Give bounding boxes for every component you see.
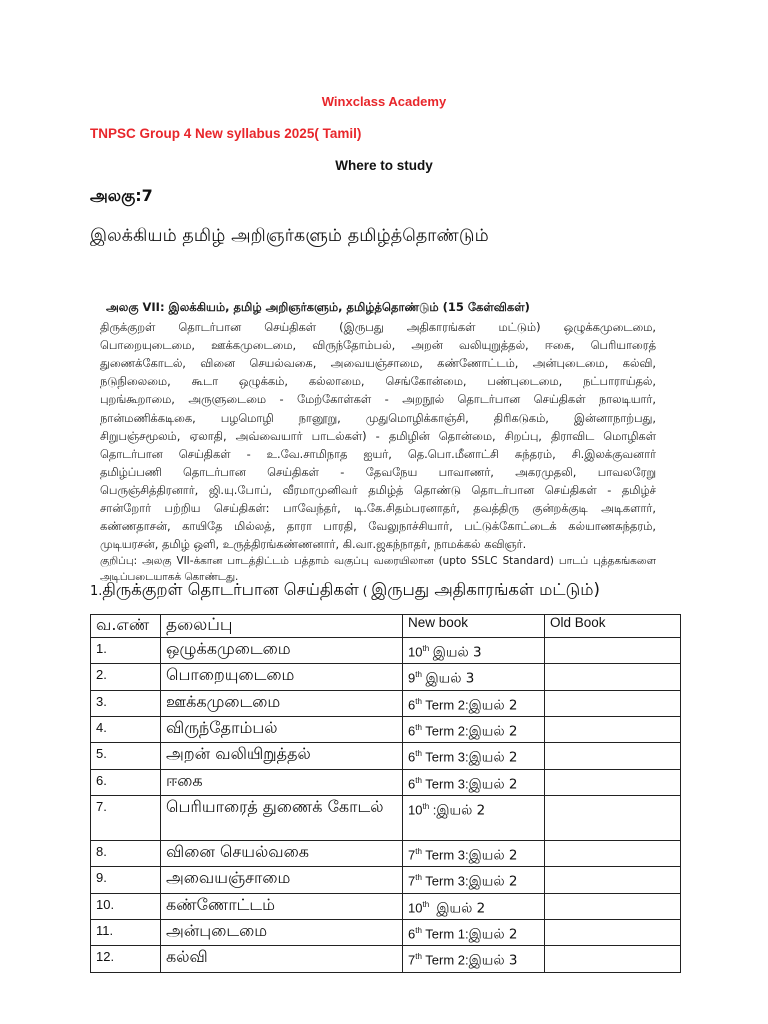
row-old-book-ref: [545, 795, 681, 840]
row-topic: பெரியாரைத் துணைக் கோடல்: [161, 795, 403, 840]
scan-line: புறங்கூறாமை, அருளுடைமை - மேற்கோள்கள் - அறநூல் தொடர்பான செய்திகள் நாலடியார்,: [100, 392, 656, 407]
table-row: [91, 795, 681, 840]
lesson-label: இயல் 2: [436, 899, 486, 916]
scan-body: [100, 318, 656, 553]
row-topic: ஈகை: [161, 769, 403, 795]
table-row: [91, 867, 681, 893]
row-topic: அவையஞ்சாமை: [161, 867, 403, 893]
table-row: [91, 893, 681, 919]
scan-note-continued: அடிப்படையாகக் கொண்டது.: [100, 571, 239, 584]
ordinal-suffix: th: [422, 801, 430, 811]
ordinal-suffix: th: [415, 722, 422, 732]
row-old-book-ref: [545, 893, 681, 919]
row-serial-number: 3.: [91, 690, 161, 716]
row-serial-number: 7.: [91, 795, 161, 840]
scan-line: தமிழ்ப்பணி தொடர்பான செய்திகள் - தேவநேய பாவாணர், அகரமுதலி, பாவலரேறு: [100, 464, 656, 479]
row-serial-number: 11.: [91, 919, 161, 945]
lesson-label: இயல் 2: [436, 802, 486, 819]
ordinal-suffix: th: [415, 775, 422, 785]
row-new-book-ref: [403, 743, 545, 769]
grade-number: 7: [408, 847, 416, 863]
row-serial-number: 10.: [91, 893, 161, 919]
row-new-book-ref: [403, 664, 545, 690]
ordinal-suffix: th: [415, 749, 422, 759]
grade-number: 10: [408, 802, 423, 818]
ordinal-suffix: th: [422, 899, 430, 909]
row-serial-number: 4.: [91, 716, 161, 742]
where-to-study-heading: Where to study: [335, 158, 433, 173]
row-new-book-ref: [403, 867, 545, 893]
term-label: Term 2:: [421, 723, 469, 739]
row-new-book-ref: [403, 893, 545, 919]
row-old-book-ref: [545, 867, 681, 893]
grade-number: 10: [408, 899, 423, 915]
row-topic: கல்வி: [161, 946, 403, 972]
row-serial-number: 12.: [91, 946, 161, 972]
table-row: [91, 769, 681, 795]
row-new-book-ref: [403, 638, 545, 664]
scan-line: துணைக்கோடல், வினை செயல்வகை, அவையஞ்சாமை, கண்ணோட்டம், அன்புடைமை, கல்வி,: [100, 356, 656, 371]
row-serial-number: 5.: [91, 743, 161, 769]
table-row: [91, 690, 681, 716]
row-old-book-ref: [545, 690, 681, 716]
term-label: Term 3:: [421, 847, 469, 863]
row-topic: கண்ணோட்டம்: [161, 893, 403, 919]
scan-line: தொடர்பான செய்திகள் - உ.வே.சாமிநாத ஐயர், தெ.பொ.மீனாட்சி சுந்தரம், சி.இலக்குவனார்: [100, 446, 656, 461]
row-serial-number: 2.: [91, 664, 161, 690]
table-row: [91, 664, 681, 690]
scan-heading: அலகு VII: இலக்கியம், தமிழ் அறிஞர்களும், தமிழ்த்தொண்டும் (15 கேள்விகள்): [106, 300, 530, 314]
scan-line: பெருஞ்சித்திரனார், ஜி.யு.போப், வீரமாமுனிவர் தமிழ்த் தொண்டு தொடர்பான செய்திகள் - தமிழ்ச்: [100, 482, 656, 497]
grade-number: 6: [408, 749, 416, 765]
lesson-label: இயல் 2: [468, 749, 518, 766]
scan-line: சிறுபஞ்சமூலம், ஏலாதி, அவ்வையார் பாடல்கள்) - தமிழின் தொன்மை, சிறப்பு, திராவிட மொழிகள்: [100, 428, 656, 443]
row-topic: ஒழுக்கமுடைமை: [161, 638, 403, 664]
row-old-book-ref: [545, 946, 681, 972]
row-old-book-ref: [545, 769, 681, 795]
row-new-book-ref: [403, 716, 545, 742]
row-new-book-ref: [403, 946, 545, 972]
scan-line: முடியரசன், தமிழ் ஒளி, உருத்திரங்கண்ணனார், கி.வா.ஜகந்நாதர், நாமக்கல் கவிஞர்.: [100, 537, 527, 552]
scan-line: திருக்குறள் தொடர்பான செய்திகள் (இருபது அதிகாரங்கள் மட்டும்) ஒழுக்கமுடைமை,: [100, 320, 656, 335]
row-old-book-ref: [545, 664, 681, 690]
lesson-label: இயல் 2: [468, 696, 518, 713]
row-old-book-ref: [545, 919, 681, 945]
row-serial-number: 1.: [91, 638, 161, 664]
row-topic: அன்புடைமை: [161, 919, 403, 945]
row-new-book-ref: [403, 795, 545, 840]
header-old-book: Old Book: [545, 615, 681, 638]
grade-number: 6: [408, 723, 416, 739]
lesson-label: இயல் 3: [468, 952, 518, 969]
section-paren-open: (: [358, 584, 372, 598]
section-subtitle: இருபது அதிகாரங்கள் மட்டும்: [371, 580, 594, 599]
academy-title: Winxclass Academy: [321, 94, 447, 109]
ordinal-suffix: th: [422, 644, 430, 653]
table-row: [91, 638, 681, 664]
ordinal-suffix: th: [415, 873, 422, 883]
syllabus-title: TNPSC Group 4 New syllabus 2025( Tamil): [90, 126, 362, 141]
ordinal-suffix: th: [415, 846, 422, 856]
table-row: [91, 716, 681, 742]
scan-line: சான்றோர் பற்றிய செய்திகள்: பாவேந்தர், டி.கே.சிதம்பரனாதர், தவத்திரு குன்றக்குடி அடிகளார்,: [100, 501, 656, 516]
grade-number: 6: [408, 775, 416, 791]
scan-line: கண்ணதாசன், காயிதே மில்லத், தாரா பாரதி, வேலுநாச்சியார், பட்டுக்கோட்டைக் கல்யாணசுந்தரம்,: [100, 519, 656, 534]
ordinal-suffix: th: [415, 925, 422, 935]
header-new-book: New book: [403, 615, 545, 638]
lesson-label: இயல் 3: [432, 644, 482, 661]
table-row: [91, 840, 681, 866]
scan-line: நான்மணிக்கடிகை, பழமொழி நானூறு, முதுமொழிக்காஞ்சி, திரிகடுகம், இன்னாநாற்பது,: [100, 410, 656, 425]
row-serial-number: 9.: [91, 867, 161, 893]
term-label: Term 3:: [421, 775, 469, 791]
term-label: Term 3:: [421, 873, 469, 889]
term-label: :: [429, 802, 437, 818]
grade-number: 10: [408, 644, 423, 660]
grade-number: 7: [408, 952, 416, 968]
row-topic: ஊக்கமுடைமை: [161, 690, 403, 716]
term-label: Term 3:: [421, 749, 469, 765]
row-serial-number: 6.: [91, 769, 161, 795]
grade-number: 9: [408, 670, 416, 686]
table-row: [91, 743, 681, 769]
unit-title: இலக்கியம் தமிழ் அறிஞர்களும் தமிழ்த்தொண்டும்: [90, 226, 489, 246]
grade-number: 6: [408, 696, 416, 712]
lesson-label: இயல் 2: [468, 926, 518, 943]
grade-number: 6: [408, 926, 416, 942]
unit-label: அலகு:7: [90, 186, 153, 205]
row-old-book-ref: [545, 743, 681, 769]
section-number: 1.: [90, 584, 103, 599]
row-new-book-ref: [403, 769, 545, 795]
lesson-label: இயல் 2: [468, 775, 518, 792]
row-topic: வினை செயல்வகை: [161, 840, 403, 866]
ordinal-suffix: th: [415, 696, 422, 706]
scan-line: பொறையுடைமை, ஊக்கமுடைமை, விருந்தோம்பல், அறன் வலியுறுத்தல், ஈகை, பெரியாரைத்: [100, 338, 656, 353]
lesson-label: இயல் 2: [468, 873, 518, 890]
header-topic: தலைப்பு: [161, 615, 403, 638]
term-label: Term 1:: [421, 926, 469, 942]
row-new-book-ref: [403, 840, 545, 866]
table-row: [91, 946, 681, 972]
row-new-book-ref: [403, 690, 545, 716]
scan-note: குறிப்பு: அலகு VII-க்கான பாடத்திட்டம் பத்தாம் வகுப்பு வரையிலான (upto SSLC Standard) பாடப் புத்தகங்களை: [100, 555, 656, 568]
lesson-label: இயல் 2: [468, 723, 518, 740]
term-label: Term 2:: [421, 952, 469, 968]
row-old-book-ref: [545, 840, 681, 866]
row-old-book-ref: [545, 638, 681, 664]
study-reference-table: [90, 614, 681, 973]
ordinal-suffix: th: [415, 670, 422, 680]
grade-number: 7: [408, 873, 416, 889]
ordinal-suffix: th: [415, 952, 422, 962]
row-serial-number: 8.: [91, 840, 161, 866]
section-heading: [90, 580, 600, 602]
header-serial-number: வ.எண்: [91, 615, 161, 638]
row-topic: பொறையுடைமை: [161, 664, 403, 690]
table-header-row: [91, 615, 681, 638]
row-topic: விருந்தோம்பல்: [161, 716, 403, 742]
row-new-book-ref: [403, 919, 545, 945]
lesson-label: இயல் 3: [425, 670, 475, 687]
lesson-label: இயல் 2: [468, 847, 518, 864]
section-title: திருக்குறள் தொடர்பான செய்திகள்: [102, 580, 359, 599]
row-topic: அறன் வலியிறுத்தல்: [161, 743, 403, 769]
scan-line: நடுநிலைமை, கூடா ஒழுக்கம், கல்லாமை, செங்கோன்மை, பண்புடைமை, நட்பாராய்தல்,: [100, 374, 656, 389]
term-label: Term 2:: [421, 696, 469, 712]
section-paren-close: ): [593, 580, 600, 599]
syllabus-scan-excerpt: [100, 298, 656, 585]
row-old-book-ref: [545, 716, 681, 742]
table-row: [91, 919, 681, 945]
